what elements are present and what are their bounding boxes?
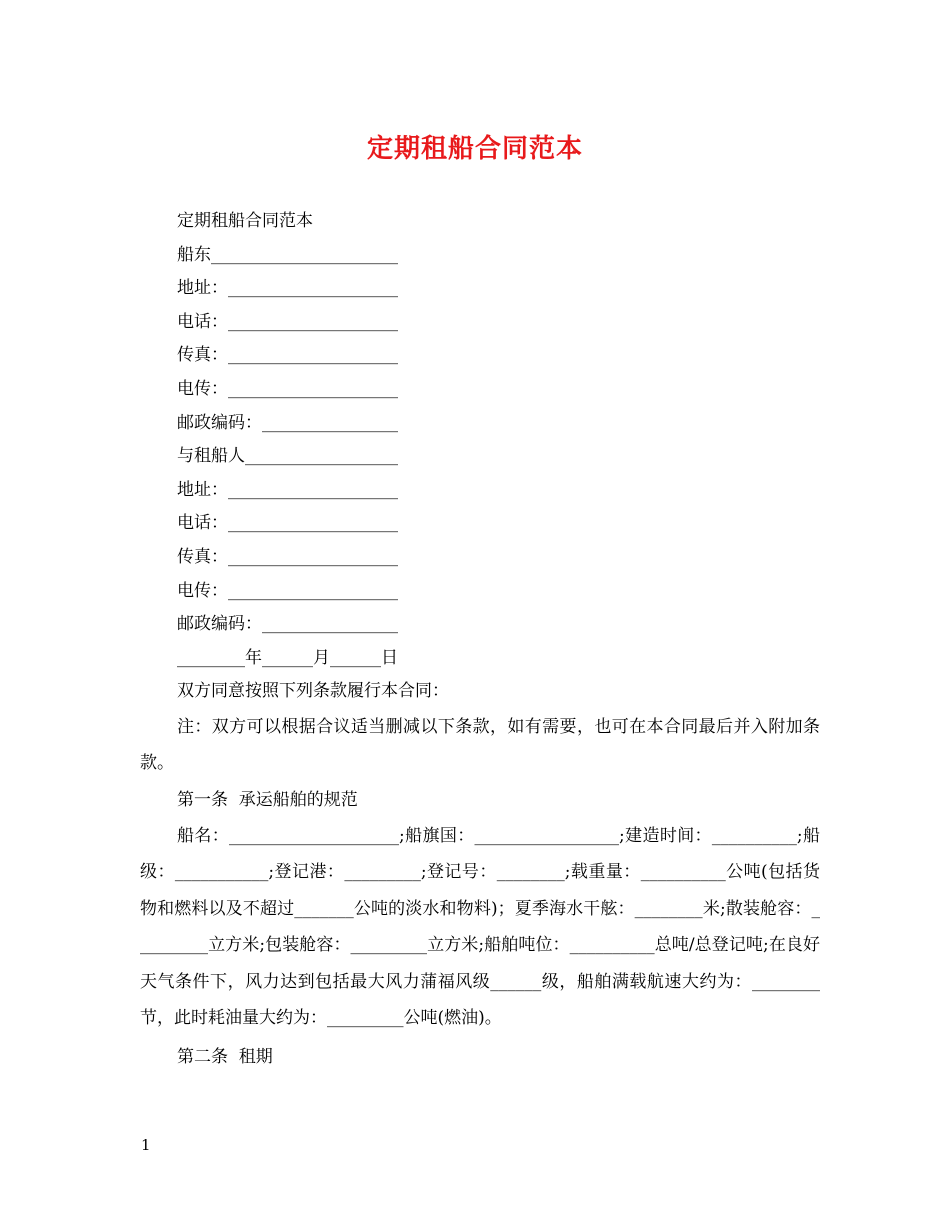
charterer-line: 与租船人__________________ xyxy=(177,446,398,467)
shipowner-fax-line: 传真：____________________ xyxy=(177,345,398,366)
shipowner-postcode-line: 邮政编码：________________ xyxy=(177,412,398,433)
charterer-telex-line: 电传：____________________ xyxy=(177,580,398,601)
charterer-postcode-line: 邮政编码：________________ xyxy=(177,614,398,635)
agreement-line: 双方同意按照下列条款履行本合同： xyxy=(177,681,449,702)
charterer-fax-line: 传真：____________________ xyxy=(177,546,398,567)
subtitle-line: 定期租船合同范本 xyxy=(177,211,313,231)
shipowner-address-line: 地址：____________________ xyxy=(177,278,398,299)
shipowner-line: 船东______________________ xyxy=(177,244,398,265)
note-paragraph: 注：双方可以根据合议适当删减以下条款，如有需要，也可在本合同最后并入附加条款。 xyxy=(140,716,820,774)
document-body xyxy=(140,205,820,1074)
charterer-address-line: 地址：____________________ xyxy=(177,479,398,500)
page-number: 1 xyxy=(141,1136,151,1154)
shipowner-telex-line: 电传：____________________ xyxy=(177,378,398,399)
article-1-body: 船名：____________________;船旗国：_________________;建造时间：__________;船级：___________;登记港：_________;登记号：________;载重量：__________公吨(包括货物和燃料以及不超过_______公吨的淡水和物料)；夏季海水干舷：________米;散装舱容：_________立方米;包装舱容：_________立方米;船舶吨位：__________总吨/总登记吨;在良好天气条件下，风力达到包括最大风力蒲福风级______级，船舶满载航速大约为：________节，此时耗油量大约为：_________公吨(燃油)。 xyxy=(140,825,820,1028)
article-2-heading: 第二条 租期 xyxy=(177,1046,273,1067)
date-line: ________年______月______日 xyxy=(177,647,398,668)
charterer-phone-line: 电话：____________________ xyxy=(177,513,398,534)
document-title: 定期租船合同范本 xyxy=(366,134,583,164)
article-1-heading: 第一条 承运船舶的规范 xyxy=(177,789,358,810)
shipowner-phone-line: 电话：____________________ xyxy=(177,311,398,332)
